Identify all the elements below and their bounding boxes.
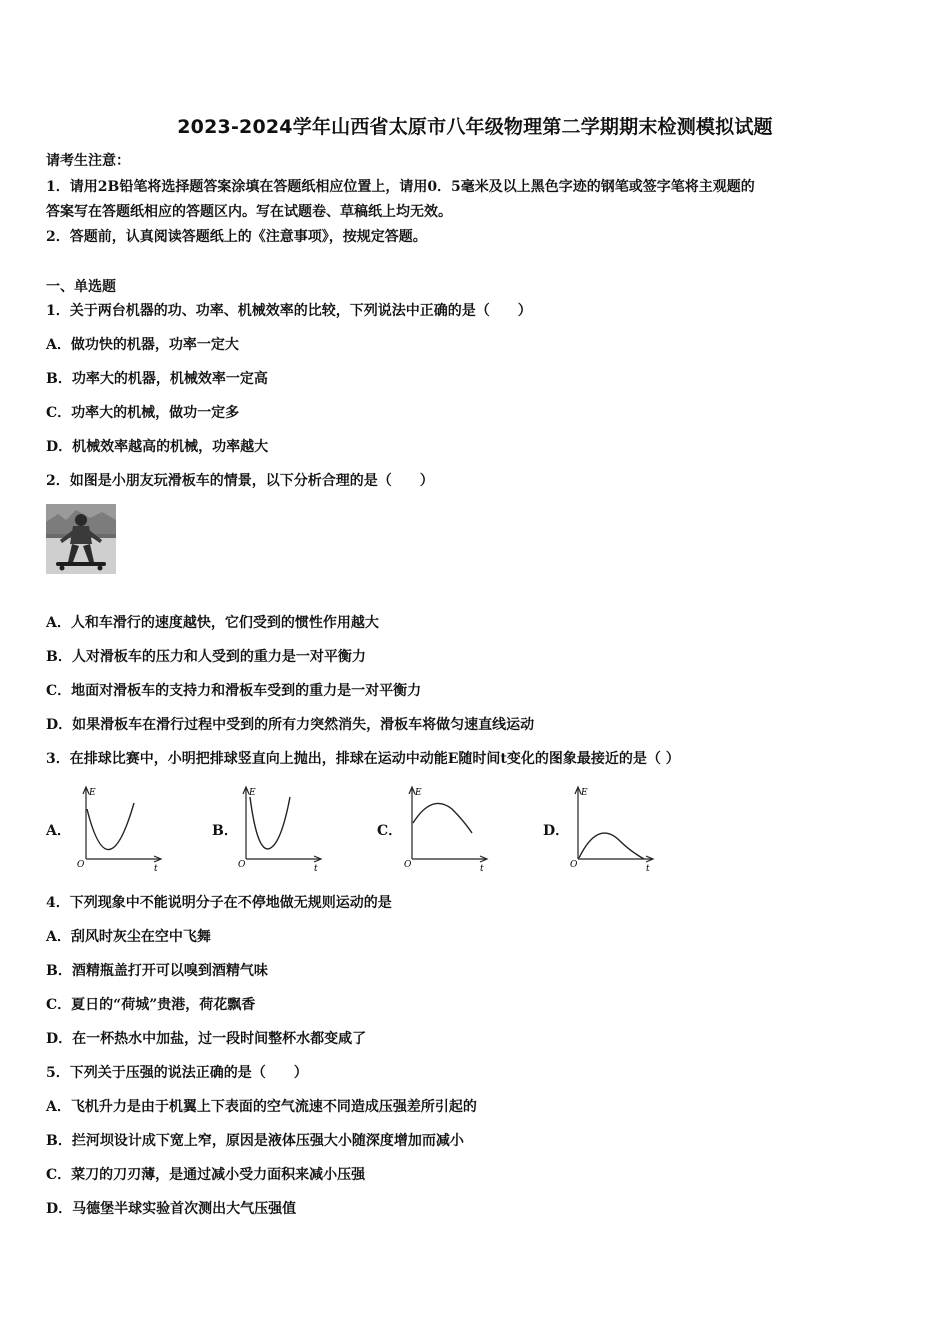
q2-option-d: D．如果滑板车在滑行过程中受到的所有力突然消失，滑板车将做匀速直线运动 [46,717,535,733]
graph-c-plot [402,783,494,871]
q1-stem: 1．关于两台机器的功、功率、机械效率的比较，下列说法中正确的是（ ） [46,303,532,319]
q5-stem: 5．下列关于压强的说法正确的是（ ） [46,1065,308,1081]
page-title: 2023-2024学年山西省太原市八年级物理第二学期期末检测模拟试题 [177,116,773,138]
graph-a-axis-y: E [89,788,96,798]
q3-option-a-label: A． [46,823,71,839]
q3-stem: 3．在排球比赛中，小明把排球竖直向上抛出，排球在运动中动能E随时间t变化的图象最接近的是（ ） [46,751,680,767]
graph-a-plot [72,783,164,871]
graph-d-axis-y: E [581,788,588,798]
q3-graph-c [402,783,494,871]
q1-option-a: A．做功快的机器，功率一定大 [46,337,239,353]
q4-option-c: C．夏日的“荷城”贵港，荷花飘香 [46,997,256,1013]
graph-d-axis-x: t [646,864,650,871]
q3-graph-b [236,783,328,871]
q2-option-a: A．人和车滑行的速度越快，它们受到的惯性作用越大 [46,615,379,631]
graph-c-axis-y: E [415,788,422,798]
q5-option-c: C．菜刀的刀刃薄，是通过减小受力面积来减小压强 [46,1167,366,1183]
graph-c-axis-x: t [480,864,484,871]
skateboard-photo [46,504,116,574]
q4-option-d: D．在一杯热水中加盐，过一段时间整杯水都变咸了 [46,1031,367,1047]
q5-option-d: D．马德堡半球实验首次测出大气压强值 [46,1201,297,1217]
graph-b-axis-y: E [249,788,256,798]
q2-option-b: B．人对滑板车的压力和人受到的重力是一对平衡力 [46,649,366,665]
q3-graph-a [72,783,164,871]
notice-line-2: 2．答题前，认真阅读答题纸上的《注意事项》，按规定答题。 [46,229,427,245]
q1-option-b: B．功率大的机器，机械效率一定高 [46,371,268,387]
graph-b-plot [236,783,328,871]
q3-option-c-label: C． [377,823,403,839]
q3-option-d-label: D． [543,823,570,839]
graph-d-plot [568,783,660,871]
q3-option-b-label: B． [212,823,238,839]
q1-option-d: D．机械效率越高的机械，功率越大 [46,439,269,455]
q5-option-a: A．飞机升力是由于机翼上下表面的空气流速不同造成压强差所引起的 [46,1099,477,1115]
q2-option-c: C．地面对滑板车的支持力和滑板车受到的重力是一对平衡力 [46,683,422,699]
q2-stem: 2．如图是小朋友玩滑板车的情景，以下分析合理的是（ ） [46,473,434,489]
graph-b-axis-x: t [314,864,318,871]
q5-option-b: B．拦河坝设计成下宽上窄，原因是液体压强大小随深度增加而减小 [46,1133,464,1149]
notice-line-1a: 1．请用2B铅笔将选择题答案涂填在答题纸相应位置上，请用0．5毫米及以上黑色字迹的钢笔或签字笔将主观题的 [46,179,755,195]
notice-heading: 请考生注意： [46,153,130,169]
graph-d-origin: O [570,860,578,870]
q4-stem: 4．下列现象中不能说明分子在不停地做无规则运动的是 [46,895,392,911]
q3-graph-d [568,783,660,871]
graph-a-axis-x: t [154,864,158,871]
section-heading: 一、单选题 [46,279,116,295]
notice-line-1b: 答案写在答题纸相应的答题区内。写在试题卷、草稿纸上均无效。 [46,204,452,220]
q4-option-b: B．酒精瓶盖打开可以嗅到酒精气味 [46,963,268,979]
q4-option-a: A．刮风时灰尘在空中飞舞 [46,929,211,945]
graph-c-origin: O [404,860,412,870]
graph-b-origin: O [238,860,246,870]
graph-a-origin: O [77,860,85,870]
q1-option-c: C．功率大的机械，做功一定多 [46,405,240,421]
